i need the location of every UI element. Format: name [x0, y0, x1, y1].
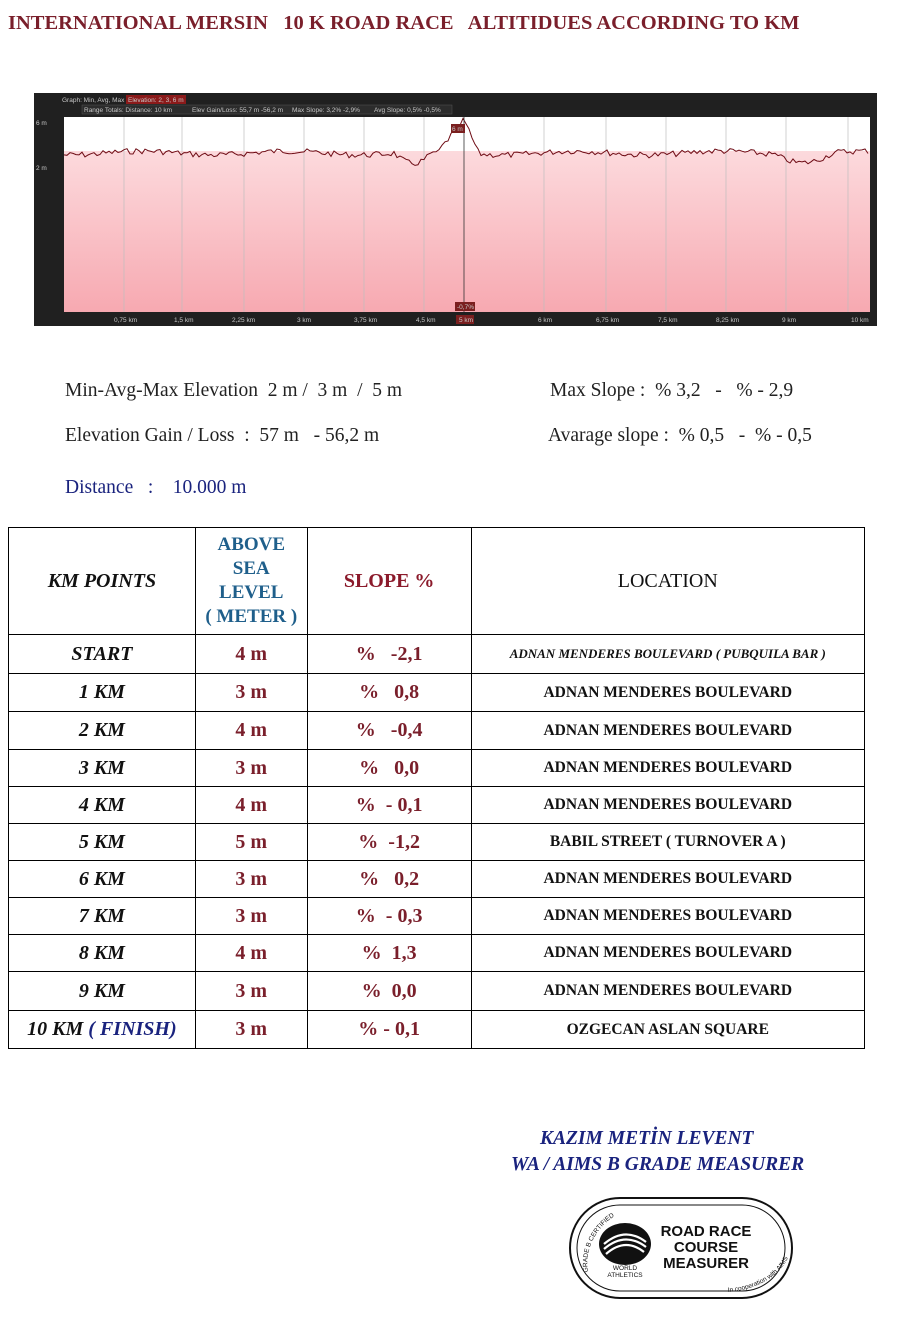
location: ADNAN MENDERES BOULEVARD	[471, 972, 864, 1011]
location: BABIL STREET ( TURNOVER A )	[471, 824, 864, 861]
y-tick-mid: 2 m	[36, 165, 47, 172]
x-tick: 0,75 km	[114, 317, 138, 324]
badge-arc-top: GRADE B CERTIFIED	[582, 1211, 616, 1273]
table-row	[9, 674, 865, 712]
header-sea-line: SEA	[232, 558, 270, 579]
measurer-name: KAZIM METİN LEVENT	[540, 1128, 754, 1149]
header-km-points: KM POINTS	[9, 528, 196, 635]
avg-slope-stats: Avarage slope : % 0,5 - % - 0,5	[548, 425, 812, 446]
graph-info-highlight: Elevation: 2, 3, 6 m	[128, 97, 184, 104]
plot-top-band	[64, 117, 870, 151]
km-point: 7 KM	[9, 898, 196, 935]
finish-label: ( FINISH)	[88, 1018, 177, 1040]
location: ADNAN MENDERES BOULEVARD	[471, 861, 864, 898]
header-sea-line: ( METER )	[205, 606, 298, 627]
header-above-sea-level	[195, 528, 307, 635]
table-row	[9, 972, 865, 1011]
altitude: 4 m	[195, 635, 307, 674]
km-point: 3 KM	[9, 750, 196, 787]
km-point-prefix: 10 KM	[27, 1018, 89, 1040]
table-header-row	[9, 528, 865, 635]
table-row	[9, 712, 865, 750]
table-row	[9, 824, 865, 861]
badge-arc-right: In cooperation with AIMS	[727, 1255, 790, 1295]
max-slope-stats: Max Slope : % 3,2 - % - 2,9	[550, 380, 794, 401]
altitude: 3 m	[195, 898, 307, 935]
x-tick: 1,5 km	[174, 317, 194, 324]
x-tick: 9 km	[782, 317, 797, 324]
x-tick: 6,75 km	[596, 317, 620, 324]
x-tick: 5 km	[459, 317, 474, 324]
altitude: 3 m	[195, 674, 307, 712]
table-row	[9, 898, 865, 935]
km-point: 9 KM	[9, 972, 196, 1011]
x-tick: 4,5 km	[416, 317, 436, 324]
altitude: 3 m	[195, 972, 307, 1011]
badge-logo-line2: ATHLETICS	[607, 1272, 643, 1279]
altitude: 3 m	[195, 750, 307, 787]
location: ADNAN MENDERES BOULEVARD	[471, 787, 864, 824]
x-tick: 8,25 km	[716, 317, 740, 324]
altitude: 4 m	[195, 712, 307, 750]
location: ADNAN MENDERES BOULEVARD ( PUBQUILA BAR )	[471, 635, 864, 674]
km-point: 4 KM	[9, 787, 196, 824]
badge-line2: COURSE	[673, 1239, 739, 1256]
table-row	[9, 787, 865, 824]
header-slope: SLOPE %	[307, 528, 471, 635]
slope: % - 0,1	[307, 1011, 471, 1049]
header-sea-line: ABOVE	[217, 534, 286, 555]
table-row	[9, 635, 865, 674]
altitude: 5 m	[195, 824, 307, 861]
badge-logo-line1: WORLD	[612, 1265, 638, 1272]
km-point: 6 KM	[9, 861, 196, 898]
table-row	[9, 1011, 865, 1049]
km-point: 8 KM	[9, 935, 196, 972]
location: ADNAN MENDERES BOULEVARD	[471, 935, 864, 972]
slope: % 0,0	[307, 972, 471, 1011]
km-points-table	[8, 527, 865, 1049]
graph-range-total: Range Totals: Distance: 10 km	[84, 107, 173, 114]
x-tick: 3 km	[297, 317, 312, 324]
location: ADNAN MENDERES BOULEVARD	[471, 898, 864, 935]
slope: % -1,2	[307, 824, 471, 861]
graph-gain-loss: Elev Gain/Loss: 55,7 m -56,2 m	[192, 107, 284, 114]
slope: % 0,2	[307, 861, 471, 898]
measurer-grade: WA / AIMS B GRADE MEASURER	[511, 1154, 805, 1175]
graph-max-slope: Max Slope: 3,2% -2,9%	[292, 107, 360, 114]
road-race-course-measurer-badge	[558, 1192, 794, 1302]
location: OZGECAN ASLAN SQUARE	[471, 1011, 864, 1049]
distance-stats: Distance : 10.000 m	[65, 477, 247, 498]
elevation-profile-svg	[34, 93, 877, 326]
slope: % 0,8	[307, 674, 471, 712]
altitude: 3 m	[195, 1011, 307, 1049]
x-tick: 10 km	[851, 317, 869, 324]
table-row	[9, 861, 865, 898]
graph-info-label: Graph: Min, Avg, Max	[62, 97, 125, 104]
slope: % -0,4	[307, 712, 471, 750]
header-location: LOCATION	[471, 528, 864, 635]
slope: % - 0,3	[307, 898, 471, 935]
location: ADNAN MENDERES BOULEVARD	[471, 750, 864, 787]
km-point: 5 KM	[9, 824, 196, 861]
km-point-finish	[9, 1011, 196, 1049]
slope: % - 0,1	[307, 787, 471, 824]
slope: % 0,0	[307, 750, 471, 787]
x-tick: 3,75 km	[354, 317, 378, 324]
gain-loss-stats: Elevation Gain / Loss : 57 m - 56,2 m	[65, 425, 380, 446]
altitude: 4 m	[195, 935, 307, 972]
position-marker-top: 6 m	[452, 126, 463, 133]
badge-line3: MEASURER	[663, 1255, 749, 1272]
slope: % -2,1	[307, 635, 471, 674]
altitude: 4 m	[195, 787, 307, 824]
position-marker-bottom: -0,7%	[457, 304, 474, 311]
location: ADNAN MENDERES BOULEVARD	[471, 712, 864, 750]
x-tick: 2,25 km	[232, 317, 256, 324]
x-axis	[114, 315, 869, 324]
graph-avg-slope: Avg Slope: 0,5% -0,5%	[374, 107, 441, 114]
km-point: START	[9, 635, 196, 674]
altitude: 3 m	[195, 861, 307, 898]
badge-line1: ROAD RACE	[660, 1223, 752, 1240]
elevation-stats: Min-Avg-Max Elevation 2 m / 3 m / 5 m	[65, 380, 403, 401]
y-tick-top: 6 m	[36, 120, 47, 127]
table-row	[9, 935, 865, 972]
slope: % 1,3	[307, 935, 471, 972]
header-sea-line: LEVEL	[219, 582, 284, 603]
elevation-profile-graph	[34, 93, 877, 326]
page-title: INTERNATIONAL MERSIN 10 K ROAD RACE ALTITIDUES ACCORDING TO KM	[8, 12, 800, 34]
km-point: 2 KM	[9, 712, 196, 750]
world-athletics-logo-icon	[599, 1223, 651, 1265]
x-tick: 7,5 km	[658, 317, 678, 324]
x-tick: 6 km	[538, 317, 553, 324]
location: ADNAN MENDERES BOULEVARD	[471, 674, 864, 712]
km-point: 1 KM	[9, 674, 196, 712]
table-row	[9, 750, 865, 787]
